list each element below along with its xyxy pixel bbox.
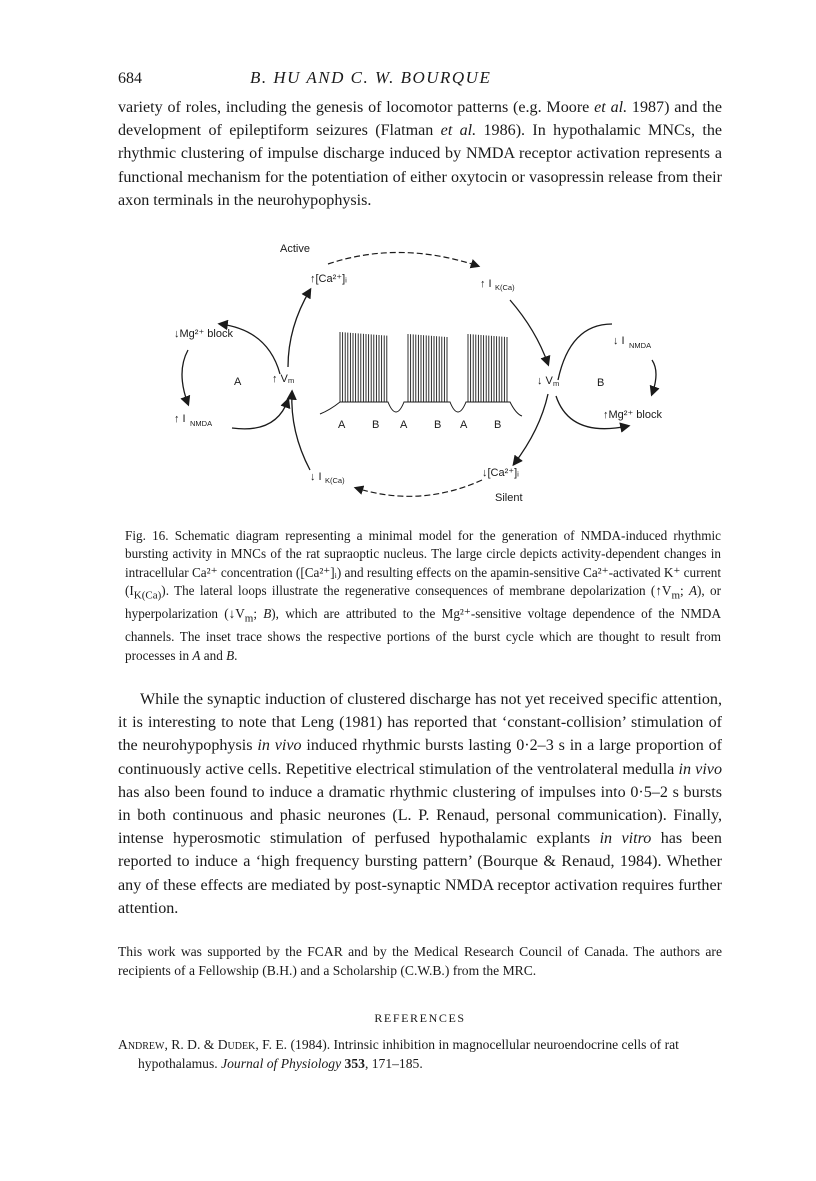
- mg-block-decrease-label: ↓Mg²⁺ block: [174, 328, 233, 340]
- caption-text: .: [234, 647, 238, 663]
- caption-italic: A: [192, 647, 201, 663]
- trace-phase-labels: [338, 419, 501, 431]
- active-label: Active: [280, 243, 310, 255]
- reference-volume: 353: [341, 1056, 365, 1071]
- reference-authors: Andrew, R. D. & Dudek, F. E.: [118, 1037, 288, 1052]
- text-run: induced rhythmic bursts lasting 0·2–3 s in a large proportion of continuously active cells. Repetitive electrical stimulation of the ventrolateral medulla: [118, 737, 722, 778]
- text-run: 1987) and the development of epileptiform seizures (Flatman: [118, 99, 722, 140]
- burst-model-diagram: [160, 232, 680, 522]
- reference-title: (1984). Intrinsic inhibition in magnocellular neuroendocrine cells of rat hypothalamus.: [138, 1037, 679, 1071]
- caption-italic: A: [688, 583, 698, 599]
- ik-decrease-label: ↓ I: [310, 471, 322, 483]
- caption-sub: K(Ca): [133, 589, 162, 602]
- inmda-increase-label: ↑ I: [174, 413, 186, 425]
- body-paragraph-2: [118, 688, 722, 920]
- vm-decrease-label: ↓ V: [537, 375, 553, 387]
- caption-text: Fig. 16. Schematic diagram representing a minimal model for the generation of NMDA-induced rhythmic bursting activity in MNCs of the rat supraoptic nucleus. The large circle depicts activity-dependent changes in intracellular Ca²⁺ concentration ([Ca²⁺]ᵢ) and resulting effects on the apamin-sensitive Ca²⁺-activated K⁺ current (I: [125, 528, 722, 599]
- trace-label: A: [460, 419, 468, 431]
- text-run: has also been found to induce a dramatic rhythmic clustering of impulses into 0·5–2 s bursts in both continuous and phasic neurones (L. P. Renaud, personal communication). Finally, intense hyperosmotic stimulation of perfused hypothalamic explants: [118, 783, 722, 848]
- vm-decrease-sub: m: [553, 379, 560, 388]
- loop-a-label: A: [234, 376, 242, 388]
- text-run-italic: in vivo: [257, 737, 302, 755]
- reference-journal: Journal of Physiology: [221, 1056, 342, 1071]
- circle-arrow-vm-to-ca: [288, 290, 310, 367]
- loop-b-label: B: [597, 377, 605, 389]
- vm-increase-sub: m: [288, 376, 295, 385]
- trace-label: A: [400, 419, 408, 431]
- text-run: 1986). In hypothalamic MNCs, the rhythmic clustering of impulse discharge induced by NMDA receptor activation represents a functional mechanism for the potentiation of either oxytocin or vasopressin release from their axon terminals in the neurohypophysis.: [118, 122, 723, 209]
- text-run: has been reported to induce a ‘high frequency bursting pattern’ (Bourque & Renaud, 1984). Whether any of these effects are mediated by post-synaptic NMDA receptor activation requires further attention.: [118, 830, 722, 917]
- mg-block-increase-label: ↑Mg²⁺ block: [603, 409, 662, 421]
- silent-label: Silent: [495, 492, 523, 504]
- circle-arrow-ik-to-vm-up: [292, 392, 310, 470]
- page-number: 684: [118, 70, 142, 87]
- loop-a-bottom-arrow: [232, 400, 288, 429]
- figure-caption: [125, 527, 721, 665]
- inmda-increase-sub: NMDA: [190, 419, 213, 428]
- text-run-italic: et al.: [594, 99, 628, 116]
- inset-burst-trace: [320, 332, 522, 416]
- ca-decrease-label: ↓[Ca²⁺]ᵢ: [482, 467, 519, 479]
- text-run-italic: in vivo: [678, 760, 722, 778]
- ik-decrease-sub: K(Ca): [325, 476, 345, 485]
- caption-text: ;: [253, 606, 264, 622]
- trace-label: A: [338, 419, 346, 431]
- text-run: variety of roles, including the genesis of locomotor patterns (e.g. Moore: [118, 99, 595, 116]
- trace-label: B: [434, 419, 442, 431]
- caption-text: ), or hyperpolarization (↓V: [125, 583, 721, 622]
- ik-increase-label: ↑ I: [480, 278, 492, 290]
- circle-arrow-vm-to-ca-down: [514, 394, 548, 464]
- silent-dashed-arrow: [356, 480, 482, 496]
- ca-increase-label: ↑[Ca²⁺]ᵢ: [310, 273, 347, 285]
- caption-sub: m: [244, 612, 254, 625]
- circle-arrow-ik-to-vm: [510, 300, 548, 364]
- caption-text: ). The lateral loops illustrate the regenerative consequences of membrane depolarization (↑V: [161, 583, 672, 599]
- body-paragraph-1: [118, 96, 722, 212]
- inmda-decrease-label: ↓ I: [613, 335, 625, 347]
- text-run-italic: in vitro: [599, 830, 652, 848]
- acknowledgement: This work was supported by the FCAR and by the Medical Research Council of Canada. The authors are recipients of a Fellowship (B.H.) and a Scholarship (C.W.B.) from the MRC.: [118, 944, 722, 978]
- caption-italic: B: [226, 647, 235, 663]
- caption-sub: m: [671, 589, 680, 602]
- text-run: While the synaptic induction of clustered discharge has not yet received specific attention, it is interesting to note that Leng (1981) has reported that ‘constant-collision’ stimulation of the neurohypophysis: [118, 691, 722, 755]
- caption-text: ;: [680, 583, 689, 599]
- loop-b-side-arrow: [652, 360, 656, 394]
- caption-text: ), which are attributed to the Mg²⁺-sensitive voltage dependence of the NMDA channels. The inset trace shows the respective portions of the burst cycle which are thought to result from processes in: [125, 606, 721, 663]
- running-head: B. HU AND C. W. BOURQUE: [250, 68, 492, 87]
- trace-label: B: [494, 419, 502, 431]
- ik-increase-sub: K(Ca): [495, 283, 515, 292]
- trace-baseline: [320, 402, 522, 416]
- loop-a-side-arrow: [182, 350, 188, 404]
- trace-label: B: [372, 419, 380, 431]
- active-dashed-arrow: [328, 252, 478, 266]
- trace-spikes: [340, 332, 507, 402]
- reference-pages: , 171–185.: [364, 1056, 423, 1071]
- text-run-italic: et al.: [440, 122, 477, 140]
- loop-b-top-line: [558, 324, 612, 380]
- vm-increase-label: ↑ V: [272, 373, 288, 385]
- figure-16-diagram: [160, 232, 680, 522]
- inmda-decrease-sub: NMDA: [629, 341, 652, 350]
- references-heading: REFERENCES: [374, 1011, 466, 1025]
- reference-item: [118, 1035, 722, 1073]
- caption-text: and: [200, 647, 227, 663]
- caption-italic: B: [263, 606, 272, 622]
